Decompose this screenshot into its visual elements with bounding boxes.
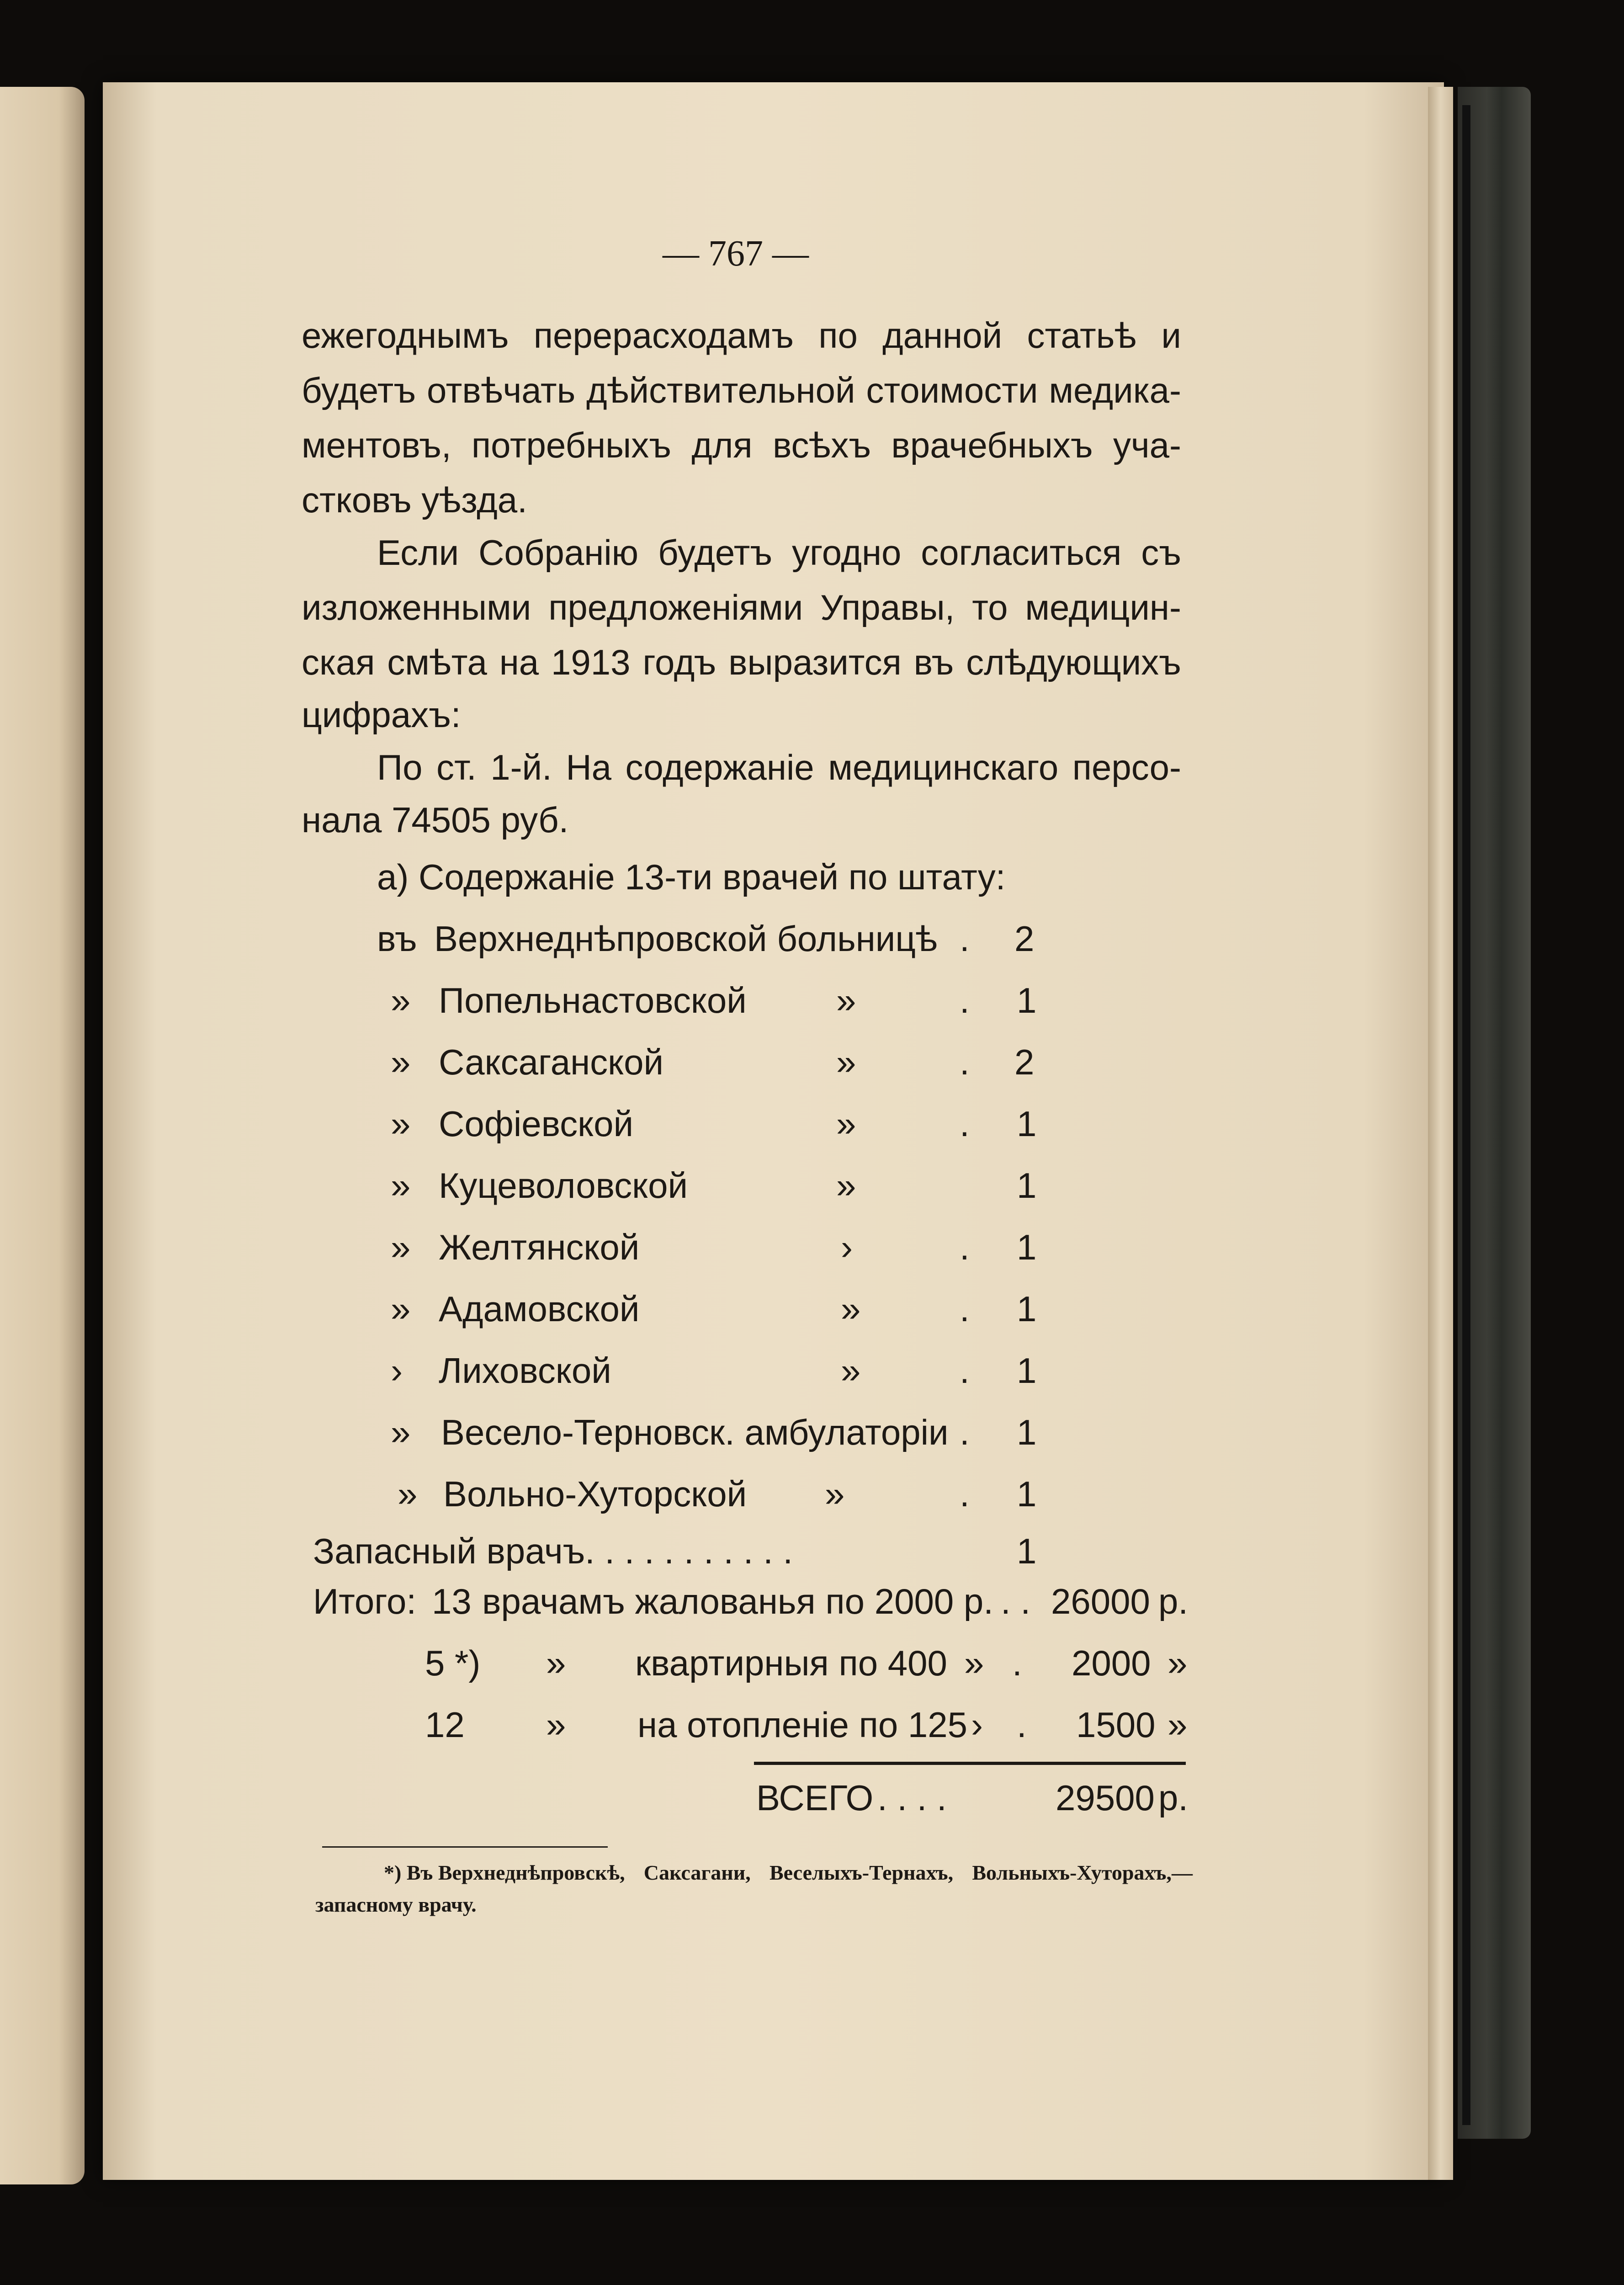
totals-desc: квартирныя по 400: [635, 1643, 947, 1683]
row-name: Желтянской: [439, 1227, 640, 1267]
reserve-doctor-count: 1: [1017, 1531, 1037, 1571]
word: Собранію: [478, 532, 639, 573]
totals-amount: 1500: [1076, 1705, 1156, 1745]
footnote-rule: [322, 1846, 608, 1848]
totals-desc-mark: »: [964, 1643, 984, 1683]
totals-qty: 12: [425, 1705, 465, 1745]
word: всѣхъ: [772, 425, 871, 465]
word: предложеніями: [548, 587, 803, 627]
word: содержаніе: [625, 747, 814, 787]
word: По: [377, 747, 423, 787]
row-prefix: »: [391, 1042, 411, 1082]
paragraph-3-line-2: нала 74505 руб.: [302, 800, 569, 840]
totals-unit: »: [1168, 1643, 1188, 1683]
word: для: [691, 425, 753, 465]
word: съ: [1141, 532, 1181, 573]
word: ментовъ,: [302, 425, 451, 465]
word: изложенными: [302, 587, 531, 627]
totals-unit: »: [1168, 1705, 1188, 1745]
page-number: — 767 —: [663, 234, 809, 274]
footnote-fragment: Веселыхъ-Тернахъ,: [769, 1861, 954, 1884]
sum-rule: [754, 1762, 1186, 1765]
row-count: 1: [1017, 1412, 1037, 1452]
paragraph-1-line-3: [302, 427, 1181, 463]
footnote-fragment: *) Въ Верхнеднѣпровскѣ,: [384, 1861, 625, 1884]
word: угодно: [792, 532, 902, 573]
paragraph-2-line-4: цифрахъ:: [302, 695, 461, 735]
row-ditto: »: [825, 1474, 845, 1514]
totals-qty: 13: [432, 1581, 472, 1621]
footnote-fragment: Саксагани,: [643, 1861, 751, 1884]
totals-dots: .: [1017, 1705, 1027, 1745]
row-ditto: »: [841, 1350, 861, 1391]
word: перерасходамъ: [533, 315, 794, 356]
row-count: 1: [1017, 980, 1037, 1020]
row-count: 2: [1014, 919, 1035, 959]
word: въ: [913, 642, 954, 682]
row-dot: .: [960, 919, 970, 959]
word: медика-: [1049, 370, 1181, 410]
totals-dots: . .: [1001, 1581, 1031, 1621]
row-ditto: ›: [841, 1227, 853, 1267]
row-dot: .: [960, 1412, 970, 1452]
row-prefix: »: [391, 1289, 411, 1329]
grand-total-amount: 29500: [1056, 1778, 1155, 1818]
reserve-doctor-label: Запасный врачъ: [313, 1531, 585, 1571]
totals-amount: 26000: [1051, 1581, 1150, 1621]
word: согласиться: [921, 532, 1122, 573]
word: врачебныхъ: [891, 425, 1093, 465]
row-count: 1: [1017, 1474, 1037, 1514]
row-dot: .: [960, 1104, 970, 1144]
row-prefix: ›: [391, 1350, 403, 1391]
paragraph-1-line-1: [302, 315, 1181, 356]
row-count: 1: [1017, 1350, 1037, 1391]
totals-ditto: »: [546, 1705, 566, 1745]
word: выразится: [728, 642, 902, 682]
grand-total-label: ВСЕГО: [756, 1778, 874, 1818]
totals-unit: р.: [1158, 1581, 1189, 1621]
row-dot: .: [960, 980, 970, 1020]
word: 1-й.: [490, 747, 552, 787]
paragraph-2-line-3: [302, 644, 1181, 680]
row-dot: .: [960, 1289, 970, 1329]
word: по: [818, 315, 858, 356]
row-count: 1: [1017, 1165, 1037, 1206]
word: отвѣчать: [427, 370, 576, 410]
row-ditto: »: [836, 1042, 856, 1082]
word: будетъ: [302, 370, 416, 410]
row-name: Куцеволовской: [439, 1165, 688, 1206]
word: то: [972, 587, 1008, 627]
word: дѣйствительной: [586, 370, 855, 410]
word: персо-: [1072, 747, 1181, 787]
word: ежегоднымъ: [302, 315, 509, 356]
row-name: Весело-Терновск. амбулаторіи: [441, 1412, 949, 1452]
row-ditto: »: [841, 1289, 861, 1329]
row-name: Верхнеднѣпровской больницѣ: [434, 919, 938, 959]
totals-desc: на отопленіе по 125: [637, 1705, 968, 1745]
word: годъ: [642, 642, 716, 682]
totals-desc: врачамъ жалованья по 2000 р.: [482, 1581, 993, 1621]
word: уча-: [1113, 425, 1181, 465]
paragraph-2-line-1: [377, 532, 1181, 573]
reserve-doctor-leader: . . . . . . . . . . .: [585, 1531, 793, 1571]
totals-desc-mark: ›: [971, 1705, 983, 1745]
row-name: Вольно-Хуторской: [443, 1474, 747, 1514]
word: данной: [882, 315, 1003, 356]
row-name: Саксаганской: [439, 1042, 664, 1082]
word: потребныхъ: [471, 425, 671, 465]
word: Управы,: [820, 587, 955, 627]
word: и: [1161, 315, 1181, 356]
totals-label: Итого:: [313, 1581, 417, 1621]
footnote-line-2: запасному врачу.: [315, 1893, 477, 1916]
table-heading: а) Содержаніе 13-ти врачей по штату:: [377, 857, 1006, 897]
row-prefix: »: [391, 1227, 411, 1267]
row-dot: .: [960, 1042, 970, 1082]
row-count: 1: [1017, 1289, 1037, 1329]
page-stack-edge: [1428, 87, 1453, 2180]
footnote-line-1: [384, 1862, 1193, 1883]
cover-shadow: [1462, 105, 1470, 2125]
row-count: 1: [1017, 1104, 1037, 1144]
left-page: [0, 87, 85, 2184]
paragraph-2-line-2: [302, 587, 1181, 627]
word: смѣта: [387, 642, 487, 682]
word: стоимости: [866, 370, 1038, 410]
row-name: Софіевской: [439, 1104, 634, 1144]
row-prefix: въ: [377, 919, 417, 959]
word: медицин-: [1025, 587, 1181, 627]
row-prefix: »: [398, 1474, 418, 1514]
totals-dots: .: [1012, 1643, 1022, 1683]
paragraph-3-line-1: [377, 749, 1181, 785]
row-count: 1: [1017, 1227, 1037, 1267]
word: будетъ: [658, 532, 773, 573]
row-prefix: »: [391, 1165, 411, 1206]
totals-qty: 5 *): [425, 1643, 481, 1683]
word: 1913: [551, 642, 631, 682]
row-ditto: »: [836, 1104, 856, 1144]
word: медицинскаго: [828, 747, 1059, 787]
row-dot: .: [960, 1474, 970, 1514]
word: На: [566, 747, 612, 787]
word: слѣдующихъ: [966, 642, 1181, 682]
grand-total-unit: р.: [1158, 1778, 1189, 1818]
word: Если: [377, 532, 459, 573]
row-dot: .: [960, 1227, 970, 1267]
row-prefix: »: [391, 980, 411, 1020]
row-name: Адамовской: [439, 1289, 640, 1329]
paragraph-1-line-2: [302, 372, 1181, 408]
row-ditto: »: [836, 1165, 856, 1206]
row-prefix: »: [391, 1412, 411, 1452]
word: ст.: [436, 747, 477, 787]
row-count: 2: [1014, 1042, 1035, 1082]
row-name: Попельнастовской: [439, 980, 747, 1020]
totals-amount: 2000: [1072, 1643, 1151, 1683]
word: ская: [302, 642, 375, 682]
row-prefix: »: [391, 1104, 411, 1144]
word: на: [499, 642, 539, 682]
totals-ditto: »: [546, 1643, 566, 1683]
row-name: Лиховской: [439, 1350, 611, 1391]
paragraph-1-line-4: стковъ уѣзда.: [302, 480, 527, 520]
word: статьѣ: [1027, 315, 1137, 356]
grand-total-dots: . . . .: [877, 1778, 947, 1818]
row-ditto: »: [836, 980, 856, 1020]
row-dot: .: [960, 1350, 970, 1391]
footnote-fragment: Вольныхъ-Хуторахъ,—: [972, 1861, 1193, 1884]
